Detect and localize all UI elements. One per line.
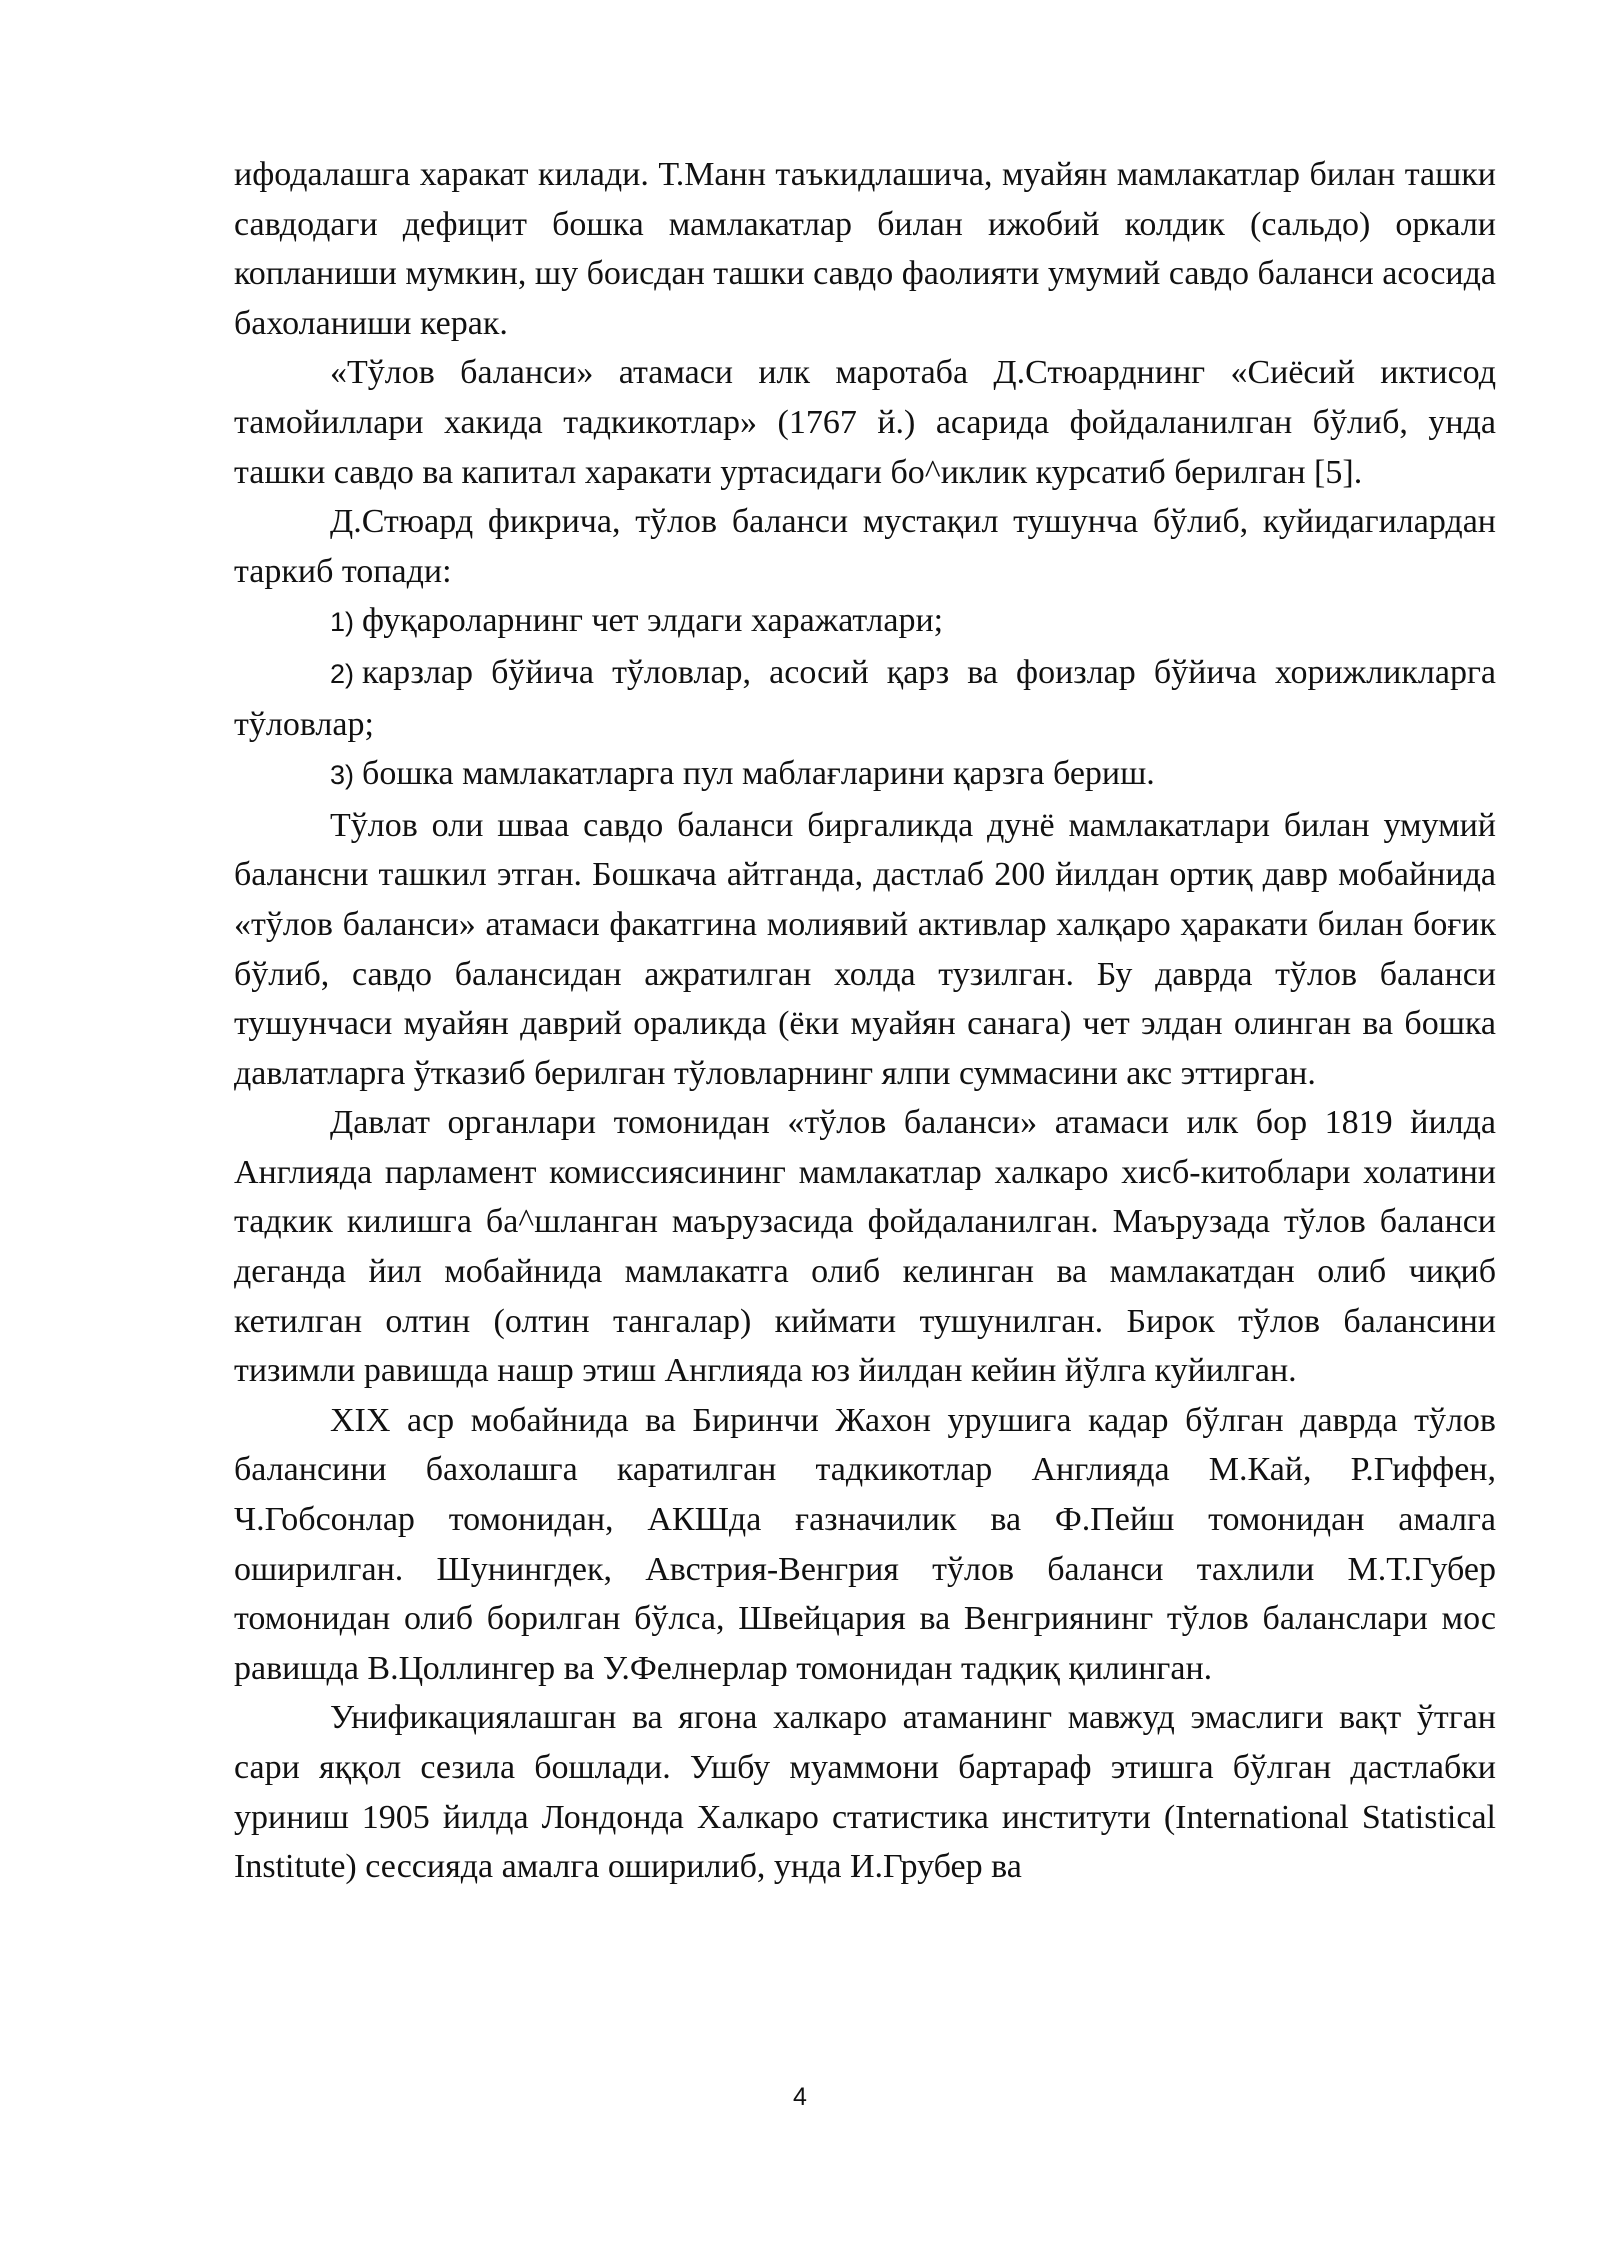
- paragraph: Унификациялашган ва ягона халкаро атаманинг мавжуд эмаслиги вақт ўтган сари яққол сезила бошлади. Ушбу муаммони бартараф этишга бўлган дастлабки уриниш 1905 йилда Лондонда Халкаро статистика институти (International Statistical Institute) сессияда амалга оширилиб, унда И.Грубер ва: [234, 1699, 1496, 1886]
- list-text: фуқароларнинг чет элдаги харажатлари;: [362, 602, 944, 640]
- list-item: [234, 596, 1496, 648]
- paragraph: Тўлов оли шваа савдо баланси биргаликда дунё мамлакатлари билан умумий балансни ташкил этган. Бошкача айтганда, дастлаб 200 йилдан ортиқ давр мобайнида «тўлов баланси» атамаси факатгина молиявий активлар халқаро ҳаракати билан боғик бўлиб, савдо балансидан ажратилган холда тузилган. Бу даврда тўлов баланси тушунчаси муайян даврий ораликда (ёки муайян санага) чет элдан олинган ва бошка давлатларга ўтказиб берилган тўловларнинг ялпи суммасини акс эттирган.: [234, 806, 1496, 1092]
- paragraph: Давлат органлари томонидан «тўлов баланси» атамаси илк бор 1819 йилда Англияда парламент комиссиясининг мамлакатлар халкаро хисб-китоблари холатини тадкик килишга ба^шланган маърузасида фойдаланилган. Маърузада тўлов баланси деганда йил мобайнида мамлакатга олиб келинган ва мамлакатдан олиб чиқиб кетилган олтин (олтин тангалар) киймати тушунилган. Бирок тўлов балансини тизимли равишда нашр этиш Англияда юз йилдан кейин йўлга куйилган.: [234, 1104, 1496, 1390]
- paragraph: Д.Стюард фикрича, тўлов баланси мустақил тушунча бўлиб, куйидагилардан таркиб топади:: [234, 503, 1496, 590]
- paragraph: XIX аср мобайнида ва Биринчи Жахон урушига кадар бўлган даврда тўлов балансини бахолашга каратилган тадкикотлар Англияда М.Кай, Р.Гиффен, Ч.Гобсонлар томонидан, АКШда ғазначилик ва Ф.Пейш томонидан амалга оширилган. Шунингдек, Австрия-Венгрия тўлов баланси тахлили М.Т.Губер томонидан олиб борилган бўлса, Швейцария ва Венгриянинг тўлов баланслари мос равишда В.Цоллингер ва У.Фелнерлар томонидан тадқиқ қилинган.: [234, 1401, 1496, 1687]
- paragraph: ифодалашга харакат килади. Т.Манн таъкидлашича, муайян мамлакатлар билан ташки савдодаги дефицит бошка мамлакатлар билан ижобий колдик (сальдо) оркали копланиши мумкин, шу боисдан ташки савдо фаолияти умумий савдо баланси асосида бахоланиши керак.: [234, 156, 1496, 342]
- list-text: бошка мамлакатларга пул маблағларини қарзга бериш.: [362, 755, 1155, 793]
- list-item: [234, 749, 1496, 801]
- list-number: 1): [330, 607, 355, 638]
- page-number: 4: [793, 2083, 807, 2111]
- paragraph: «Тўлов баланси» атамаси илк маротаба Д.Стюарднинг «Сиёсий иктисод тамойиллари хакида тадкикотлар» (1767 й.) асарида фойдаланилган бўлиб, унда ташки савдо ва капитал харакати уртасидаги бо^иклик курсатиб берилган [5].: [234, 354, 1496, 491]
- list-text: карзлар бўйича тўловлар, асосий қарз ва фоизлар бўйича хорижликларга тўловлар;: [234, 653, 1496, 743]
- list-item: [234, 648, 1496, 749]
- list-number: 3): [330, 760, 355, 791]
- list-number: 2): [330, 658, 355, 689]
- body-text: [234, 150, 1496, 1892]
